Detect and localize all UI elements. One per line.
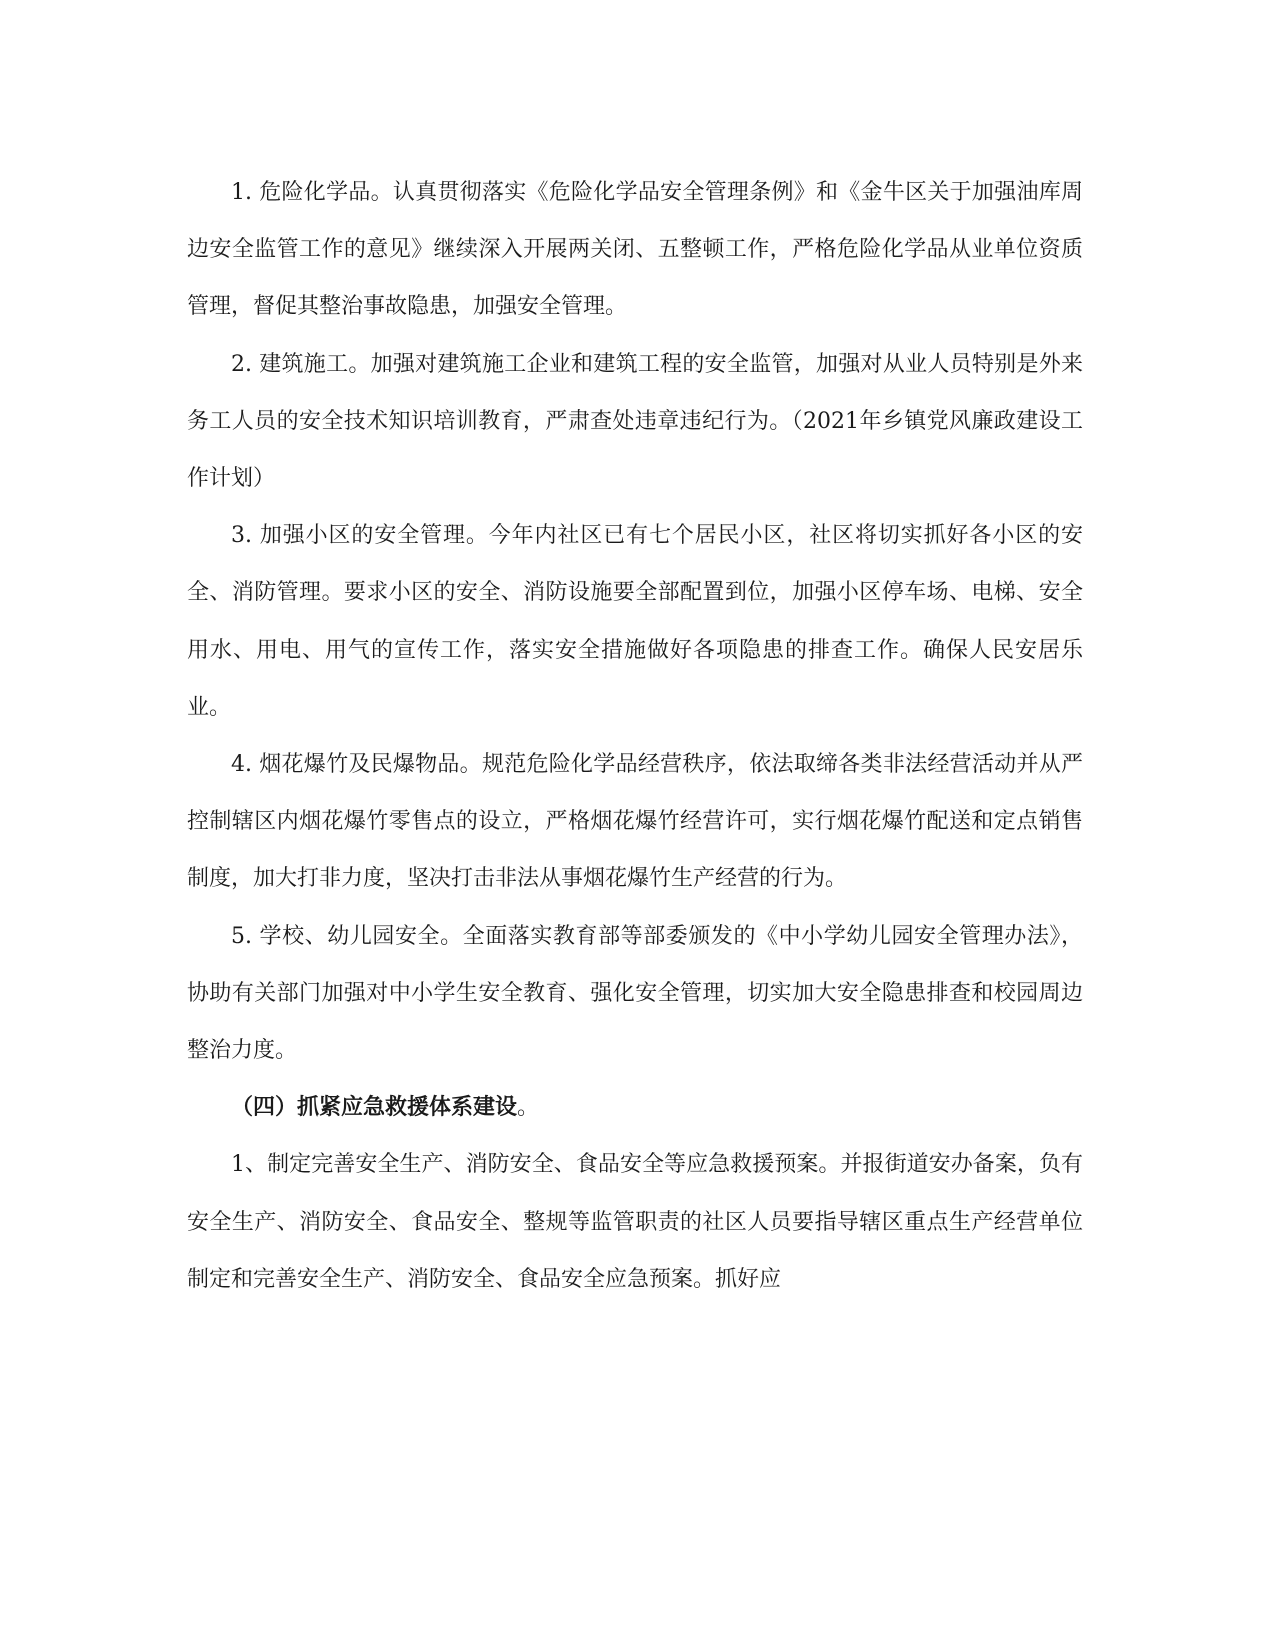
section-heading (187, 1079, 1083, 1136)
paragraph-construction: 2. 建筑施工。加强对建筑施工企业和建筑工程的安全监管，加强对从业人员特别是外来务工人员的安全技术知识培训教育，严肃查处违章违纪行为。（2021年乡镇党风廉政建设工作计划） (187, 351, 1083, 492)
paragraph-hazardous-chemicals: 1. 危险化学品。认真贯彻落实《危险化学品安全管理条例》和《金牛区关于加强油库周边安全监管工作的意见》继续深入开展两关闭、五整顿工作，严格危险化学品从业单位资质管理，督促其整治事故隐患，加强安全管理。 (187, 180, 1083, 320)
section-heading-tail: 。 (517, 1095, 540, 1121)
paragraph-residential-safety: 3. 加强小区的安全管理。今年内社区已有七个居民小区，社区将切实抓好各小区的安全、消防管理。要求小区的安全、消防设施要全部配置到位，加强小区停车场、电梯、安全用水、用电、用气的宣传工作，落实安全措施做好各项隐患的排查工作。确保人民安居乐业。 (187, 523, 1083, 720)
paragraph-emergency-plan: 1、制定完善安全生产、消防安全、食品安全等应急救援预案。并报街道安办备案，负有安全生产、消防安全、食品安全、整规等监管职责的社区人员要指导辖区重点生产经营单位制定和完善安全生产、消防安全、食品安全应急预案。抓好应 (187, 1152, 1083, 1292)
paragraph-school-safety: 5. 学校、幼儿园安全。全面落实教育部等部委颁发的《中小学幼儿园安全管理办法》，协助有关部门加强对中小学生安全教育、强化安全管理，切实加大安全隐患排查和校园周边整治力度。 (187, 923, 1083, 1064)
paragraph-fireworks: 4. 烟花爆竹及民爆物品。规范危险化学品经营秩序，依法取缔各类非法经营活动并从严控制辖区内烟花爆竹零售点的设立，严格烟花爆竹经营许可，实行烟花爆竹配送和定点销售制度，加大打非力度，坚决打击非法从事烟花爆竹生产经营的行为。 (187, 752, 1083, 892)
section-heading-title: （四）抓紧应急救援体系建设 (231, 1094, 518, 1121)
document-body (187, 164, 1083, 1308)
